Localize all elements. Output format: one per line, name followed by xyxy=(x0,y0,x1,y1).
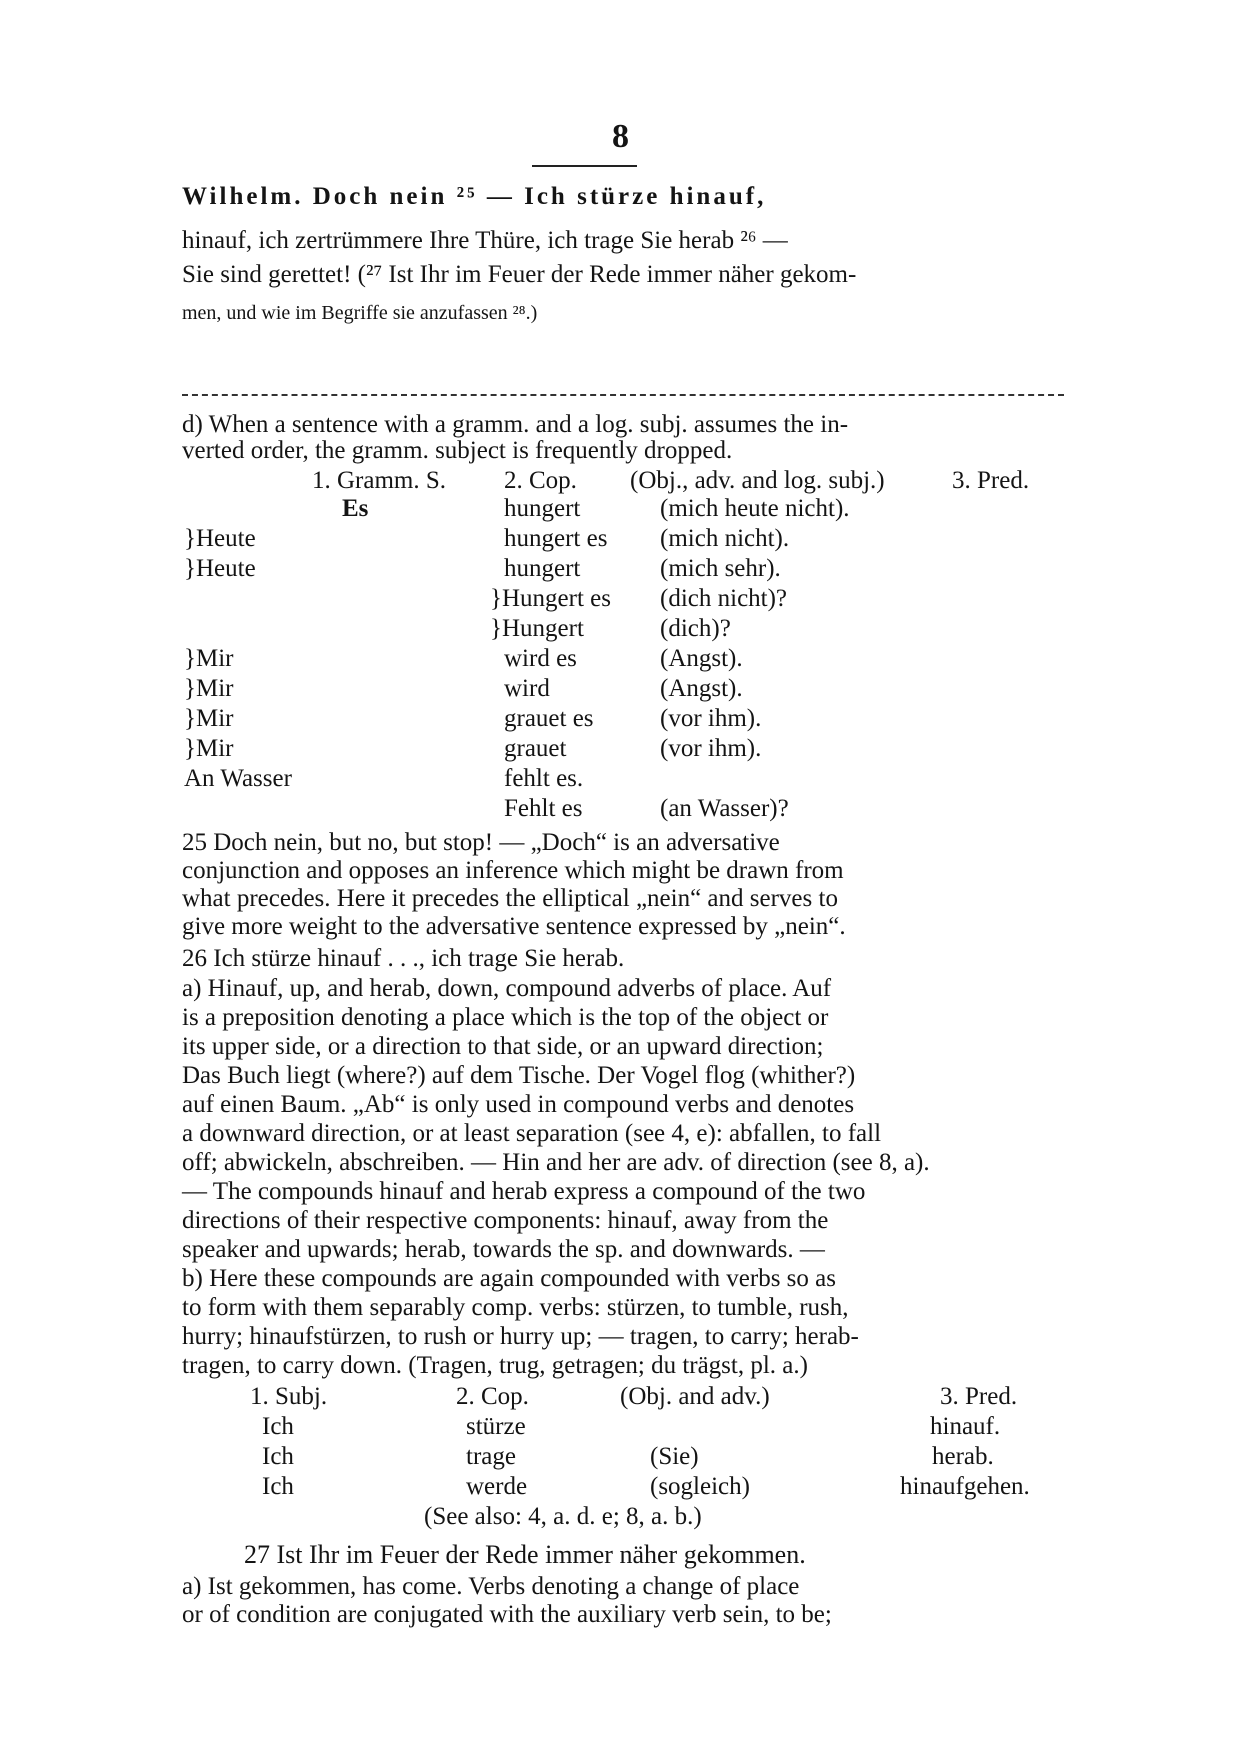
table1-cell: fehlt es. xyxy=(504,765,584,792)
table1-cell: }Heute xyxy=(184,555,256,582)
table1-header: 2. Cop. xyxy=(504,467,577,494)
note-25-line: conjunction and opposes an inference which might be drawn from xyxy=(182,857,844,884)
table1-cell: Fehlt es xyxy=(504,795,583,822)
section-divider xyxy=(182,394,1064,396)
note-25-line: 25 Doch nein, but no, but stop! — „Doch“ is an adversative xyxy=(182,829,780,856)
table1-cell: }Hungert xyxy=(490,615,584,642)
intro-line: Wilhelm. Doch nein ²⁵ — Ich stürze hinauf, xyxy=(182,183,767,210)
table2-cell: werde xyxy=(466,1473,528,1500)
table1-cell: grauet xyxy=(504,735,567,762)
table2-cell: (Sie) xyxy=(650,1443,699,1470)
page-number: 8 xyxy=(612,118,629,155)
table2-see-also: (See also: 4, a. d. e; 8, a. b.) xyxy=(424,1503,702,1530)
table1-row xyxy=(0,674,1241,704)
table2-row xyxy=(0,1472,1241,1502)
table2-cell: herab. xyxy=(932,1443,994,1470)
note-26-line: Das Buch liegt (where?) auf dem Tische. Der Vogel flog (whither?) xyxy=(182,1062,856,1089)
table2-cell: hinaufgehen. xyxy=(900,1473,1030,1500)
table1-cell: hungert xyxy=(504,555,581,582)
note-26-line: hurry; hinaufstürzen, to rush or hurry up; — tragen, to carry; herab- xyxy=(182,1323,859,1350)
table2-header: 2. Cop. xyxy=(456,1383,529,1410)
intro-line: men, und wie im Begriffe sie anzufassen ²⁸.) xyxy=(182,302,538,324)
table1-header: (Obj., adv. and log. subj.) xyxy=(630,467,885,494)
table1-cell: (an Wasser)? xyxy=(660,795,789,822)
table1-cell: (Angst). xyxy=(660,675,743,702)
table1-row xyxy=(0,494,1241,524)
table1-header-row xyxy=(0,466,1241,496)
note-26-line: speaker and upwards; herab, towards the sp. and downwards. — xyxy=(182,1236,825,1263)
table1-cell: wird es xyxy=(504,645,577,672)
table1-cell: (Angst). xyxy=(660,645,743,672)
table2-header: 1. Subj. xyxy=(250,1383,328,1410)
note-26-line: to form with them separably comp. verbs: stürzen, to tumble, rush, xyxy=(182,1294,849,1321)
table2-row xyxy=(0,1442,1241,1472)
note-26-line: a downward direction, or at least separation (see 4, e): abfallen, to fall xyxy=(182,1120,882,1147)
table2-cell: stürze xyxy=(466,1413,526,1440)
note-25-line: give more weight to the adversative sentence expressed by „nein“. xyxy=(182,913,846,940)
table1-cell: }Mir xyxy=(184,675,234,702)
table1-row xyxy=(0,794,1241,824)
table1-cell: (mich sehr). xyxy=(660,555,781,582)
note-25-line: what precedes. Here it precedes the elliptical „nein“ and serves to xyxy=(182,885,838,912)
note-26-line: 26 Ich stürze hinauf . . ., ich trage Sie herab. xyxy=(182,945,625,972)
table1-header: 1. Gramm. S. xyxy=(312,467,447,494)
table1-row xyxy=(0,704,1241,734)
section-d-line: verted order, the gramm. subject is frequently dropped. xyxy=(182,437,733,464)
table1-cell: wird xyxy=(504,675,550,702)
intro-line: Sie sind gerettet! (²⁷ Ist Ihr im Feuer der Rede immer näher gekom- xyxy=(182,261,857,288)
table1-cell: hungert xyxy=(504,495,581,522)
table1-row xyxy=(0,734,1241,764)
table1-row xyxy=(0,524,1241,554)
table1-cell: (mich nicht). xyxy=(660,525,790,552)
table2-cell: Ich xyxy=(262,1473,294,1500)
table1-cell: (dich nicht)? xyxy=(660,585,788,612)
table1-cell: An Wasser xyxy=(184,765,292,792)
note-26-line: b) Here these compounds are again compounded with verbs so as xyxy=(182,1265,836,1292)
table2-header-row xyxy=(0,1382,1241,1412)
table2-cell: hinauf. xyxy=(930,1413,1001,1440)
table1-cell: hungert es xyxy=(504,525,608,552)
table1-cell: grauet es xyxy=(504,705,594,732)
note-26-line: directions of their respective components: hinauf, away from the xyxy=(182,1207,829,1234)
note-26-line: is a preposition denoting a place which is the top of the object or xyxy=(182,1004,829,1031)
table1-row xyxy=(0,614,1241,644)
note-26-line: off; abwickeln, abschreiben. — Hin and her are adv. of direction (see 8, a). xyxy=(182,1149,930,1176)
note-27-line: a) Ist gekommen, has come. Verbs denoting a change of place xyxy=(182,1573,800,1600)
note-26-line: auf einen Baum. „Ab“ is only used in compound verbs and denotes xyxy=(182,1091,855,1118)
intro-line: hinauf, ich zertrümmere Ihre Thüre, ich trage Sie herab ²⁶ — xyxy=(182,227,788,254)
note-26-line: its upper side, or a direction to that side, or an upward direction; xyxy=(182,1033,824,1060)
table2-see-also-row xyxy=(0,1502,1241,1532)
note-26-line: a) Hinauf, up, and herab, down, compound adverbs of place. Auf xyxy=(182,975,832,1002)
table1-cell: Es xyxy=(342,495,369,522)
note-27-heading: 27 Ist Ihr im Feuer der Rede immer näher gekommen. xyxy=(244,1540,806,1569)
note-26-line: tragen, to carry down. (Tragen, trug, getragen; du trägst, pl. a.) xyxy=(182,1352,808,1379)
table2-header: (Obj. and adv.) xyxy=(620,1383,770,1410)
table1-row xyxy=(0,644,1241,674)
table1-cell: (dich)? xyxy=(660,615,731,642)
table2-header: 3. Pred. xyxy=(940,1383,1018,1410)
table2-row xyxy=(0,1412,1241,1442)
table1-cell: }Hungert es xyxy=(490,585,611,612)
page-number-rule xyxy=(532,165,637,167)
note-26-line: — The compounds hinauf and herab express a compound of the two xyxy=(182,1178,866,1205)
table2-cell: Ich xyxy=(262,1413,294,1440)
table2-cell: (sogleich) xyxy=(650,1473,750,1500)
table1-row xyxy=(0,764,1241,794)
table1-cell: }Heute xyxy=(184,525,256,552)
note-27-line: or of condition are conjugated with the auxiliary verb sein, to be; xyxy=(182,1601,832,1628)
section-d-line: d) When a sentence with a gramm. and a log. subj. assumes the in- xyxy=(182,411,849,438)
table1-row xyxy=(0,554,1241,584)
table1-cell: (mich heute nicht). xyxy=(660,495,850,522)
table1-cell: (vor ihm). xyxy=(660,735,762,762)
table2-cell: trage xyxy=(466,1443,516,1470)
table1-cell: }Mir xyxy=(184,705,234,732)
table1-cell: (vor ihm). xyxy=(660,705,762,732)
table1-header: 3. Pred. xyxy=(952,467,1030,494)
table1-cell: }Mir xyxy=(184,735,234,762)
table2-cell: Ich xyxy=(262,1443,294,1470)
table1-cell: }Mir xyxy=(184,645,234,672)
table1-row xyxy=(0,584,1241,614)
